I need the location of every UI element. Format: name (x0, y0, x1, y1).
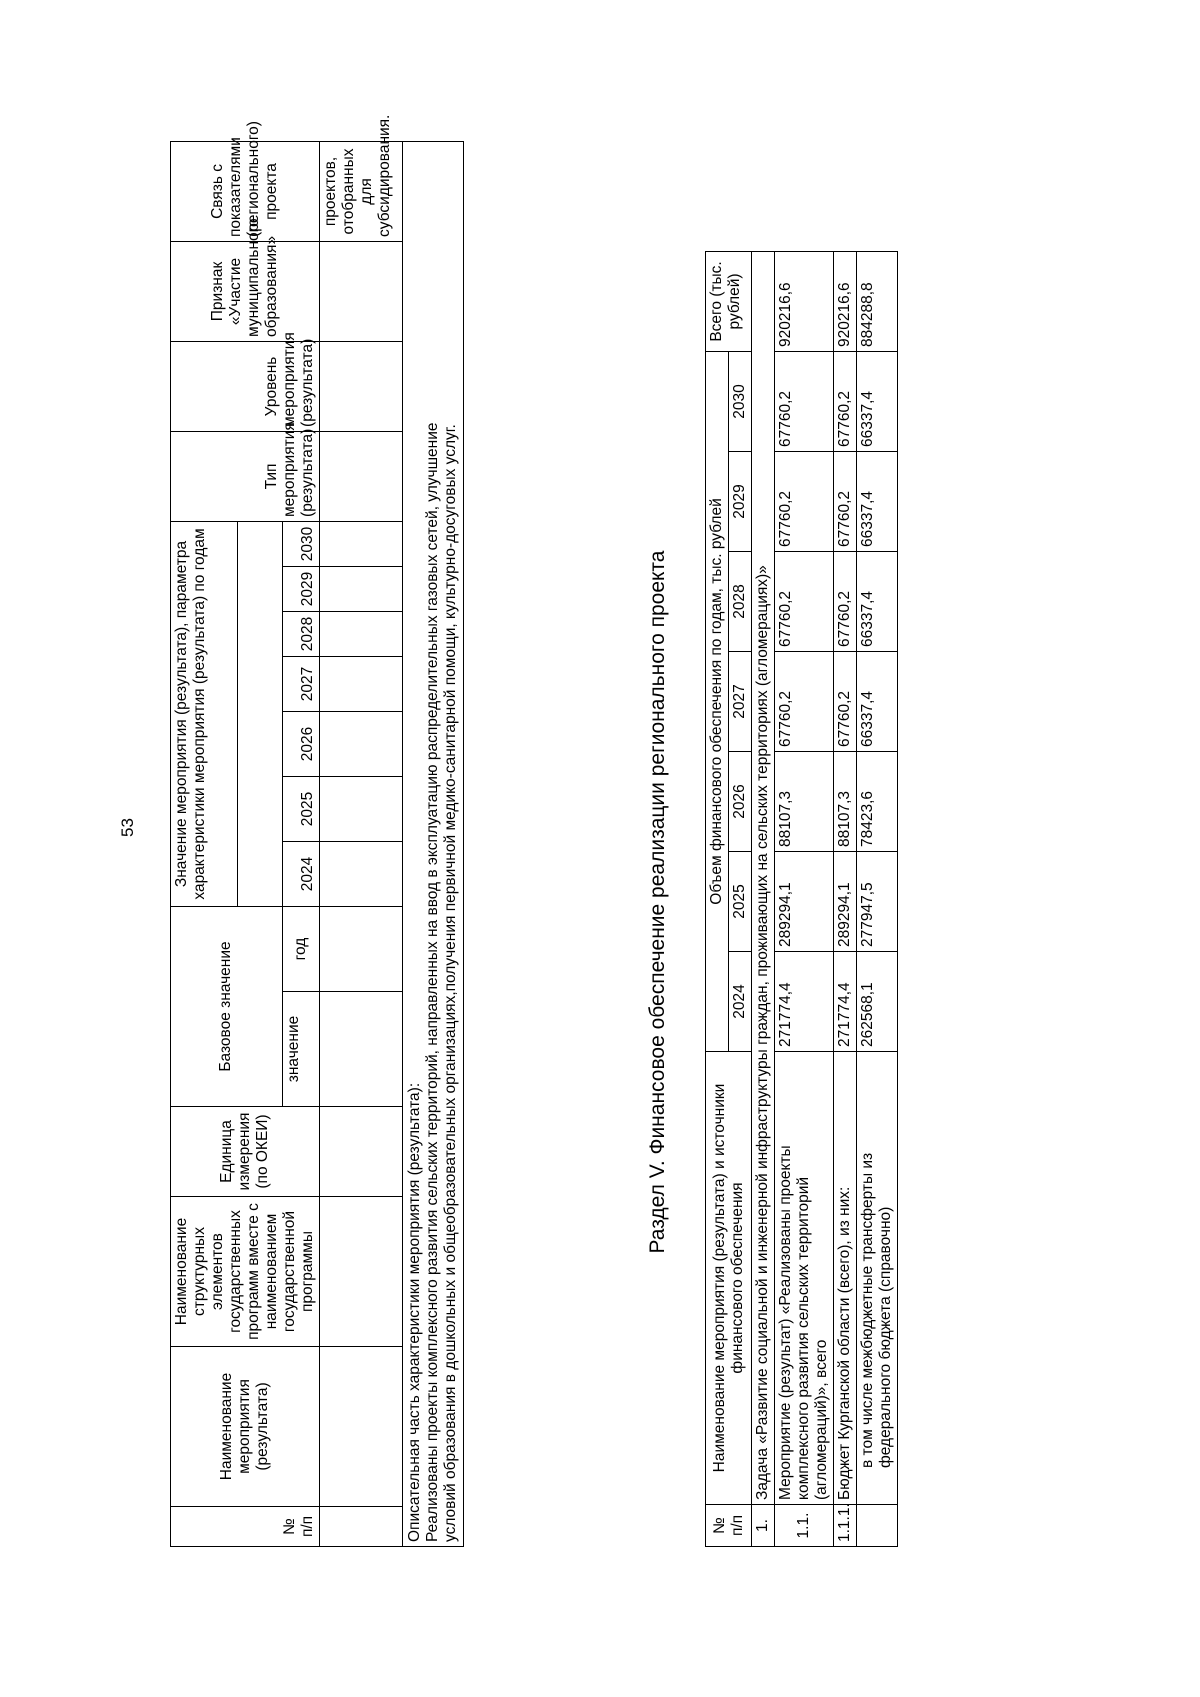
description-line: условий образования в дошкольных и общеобразовательных организациях,получения первичной медико-санитарной помощи, культурно-досуговых услуг. (442, 424, 459, 1542)
header-name: Наименование мероприятия (результата) (171, 1347, 320, 1507)
row-num: 1.1. (775, 1505, 834, 1547)
row-name: Задача «Развитие социальной и инженерной инфраструктуры граждан, проживающих на сельских территориях (агломерациях)» (752, 251, 775, 1504)
table-cell (320, 341, 403, 431)
header-year: 2029 (282, 566, 319, 611)
header-num: № п/п (706, 1505, 752, 1547)
table-cell (320, 566, 403, 611)
header-values-spacer (237, 521, 282, 906)
header-year: 2024 (729, 952, 752, 1052)
row-value: 289294,1 (834, 852, 857, 952)
row-num: 1.1.1. (834, 1505, 857, 1547)
page-number: 53 (118, 818, 137, 837)
header-year: 2030 (729, 351, 752, 451)
results-table (170, 114, 464, 1547)
table-cell (320, 711, 403, 776)
row-value: 67760,2 (775, 552, 834, 652)
row-value: 66337,4 (857, 652, 898, 752)
header-volume: Объем финансового обеспечения по годам, тыс. рублей (706, 351, 729, 1051)
row-total: 884288,8 (857, 251, 898, 351)
description-line: Реализованы проекты комплексного развития сельских территорий, направленных на ввод в эксплуатацию распределительных газовых сетей, улучшение (424, 422, 441, 1542)
header-year: 2027 (282, 656, 319, 711)
header-values: Значение мероприятия (результата), параметра характеристики мероприятия (результата) по годам (171, 521, 238, 906)
header-base: Базовое значение (171, 906, 283, 1106)
row-value: 277947,5 (857, 852, 898, 952)
row-name: в том числе межбюджетные трансферты из федерального бюджета (справочно) (857, 1052, 898, 1505)
table-row (834, 251, 857, 1546)
row-value: 289294,1 (775, 852, 834, 952)
table-cell (320, 1347, 403, 1507)
finance-table (705, 251, 898, 1547)
table-cell (320, 241, 403, 341)
row-value: 67760,2 (834, 452, 857, 552)
header-base-year: год (282, 906, 319, 991)
row-value: 88107,3 (775, 752, 834, 852)
table-cell (320, 1107, 403, 1197)
row-value: 271774,4 (775, 952, 834, 1052)
table-cell (320, 656, 403, 711)
table-cell (320, 611, 403, 656)
header-year: 2025 (282, 776, 319, 841)
row-value: 67760,2 (834, 552, 857, 652)
row-value: 66337,4 (857, 452, 898, 552)
header-unit: Единица измерения (по ОКЕИ) (171, 1107, 320, 1197)
row-value: 67760,2 (775, 351, 834, 451)
description-label: Описательная часть характеристики мероприятия (результата): (406, 1082, 423, 1542)
table-cell (320, 841, 403, 906)
header-year: 2028 (729, 552, 752, 652)
header-year: 2026 (282, 711, 319, 776)
table-cell (320, 1507, 403, 1547)
header-base-value: значение (282, 992, 319, 1107)
header-year: 2030 (282, 521, 319, 566)
row-value: 67760,2 (775, 652, 834, 752)
table-cell (320, 992, 403, 1107)
header-year: 2027 (729, 652, 752, 752)
row-total: 920216,6 (834, 251, 857, 351)
header-sign: Признак «Участие муниципального образования» (171, 241, 320, 341)
table-row (752, 251, 775, 1546)
header-num: № п/п (171, 1507, 320, 1547)
table-cell (320, 906, 403, 991)
row-value: 66337,4 (857, 351, 898, 451)
header-link: Связь с показателями (регионального) проекта (171, 141, 320, 241)
table-row (857, 251, 898, 1546)
link-cell: проектов, отобранных для субсидирования. (320, 141, 403, 241)
row-value: 271774,4 (834, 952, 857, 1052)
table-cell (320, 521, 403, 566)
header-struct: Наименование структурных элементов государственных программ вместе с наименованием государственной программы (171, 1197, 320, 1347)
row-num (857, 1505, 898, 1547)
header-year: 2025 (729, 852, 752, 952)
row-value: 67760,2 (775, 452, 834, 552)
header-year: 2026 (729, 752, 752, 852)
row-value: 66337,4 (857, 552, 898, 652)
header-name: Наименование мероприятия (результата) и источники финансового обеспечения (706, 1052, 752, 1505)
header-level: Уровень мероприятия (результата) (171, 341, 320, 431)
row-total: 920216,6 (775, 251, 834, 351)
table-cell (320, 776, 403, 841)
row-value: 78423,6 (857, 752, 898, 852)
description-cell (403, 141, 464, 1546)
header-year: 2029 (729, 452, 752, 552)
header-year: 2024 (282, 841, 319, 906)
table-cell (320, 431, 403, 521)
row-name: Мероприятие (результат) «Реализованы проекты комплексного развития сельских территорий (агломераций)», всего (775, 1052, 834, 1505)
section-title: Раздел V. Финансовое обеспечение реализации регионального проекта (646, 550, 669, 1254)
row-name: Бюджет Курганской области (всего), из них: (834, 1052, 857, 1505)
row-value: 88107,3 (834, 752, 857, 852)
header-total: Всего (тыс. рублей) (706, 251, 752, 351)
header-type: Тип мероприятия (результата) (171, 431, 320, 521)
row-num: 1. (752, 1505, 775, 1547)
row-value: 67760,2 (834, 351, 857, 451)
table-cell (320, 1197, 403, 1347)
row-value: 262568,1 (857, 952, 898, 1052)
table-row (775, 251, 834, 1546)
header-year: 2028 (282, 611, 319, 656)
row-value: 67760,2 (834, 652, 857, 752)
